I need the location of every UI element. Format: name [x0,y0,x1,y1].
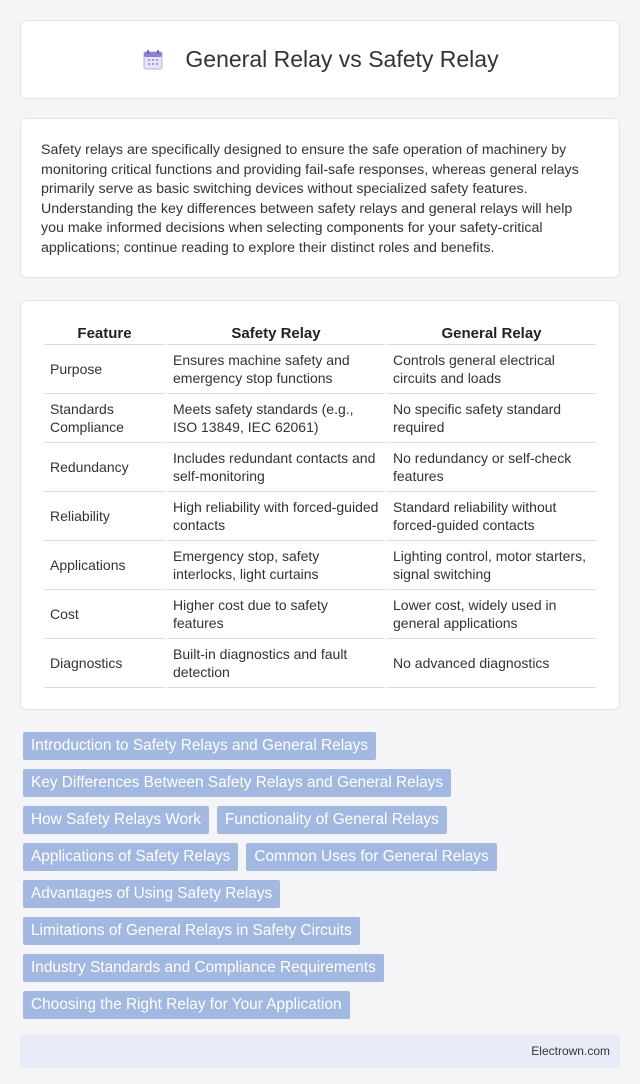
topic-links [20,732,580,1019]
title-card [20,20,620,99]
table-row [44,443,596,492]
table-row [44,345,596,394]
intro-card [20,118,620,278]
cell-general-relay: No advanced diagnostics [387,639,596,688]
cell-feature: Standards Compliance [44,394,165,443]
cell-general-relay: Lighting control, motor starters, signal switching [387,541,596,590]
cell-safety-relay: Built-in diagnostics and fault detection [167,639,385,688]
cell-safety-relay: Meets safety standards (e.g., ISO 13849, IEC 62061) [167,394,385,443]
footer [20,1034,620,1068]
link-intro-safety-general[interactable]: Introduction to Safety Relays and General Relays [23,732,376,760]
table-row [44,590,596,639]
link-key-differences[interactable]: Key Differences Between Safety Relays and General Relays [23,769,451,797]
link-applications-safety-relays[interactable]: Applications of Safety Relays [23,843,238,871]
cell-safety-relay: Ensures machine safety and emergency stop functions [167,345,385,394]
link-functionality-general-relays[interactable]: Functionality of General Relays [217,806,447,834]
table-row [44,541,596,590]
cell-general-relay: Standard reliability without forced-guided contacts [387,492,596,541]
table-row [44,639,596,688]
cell-feature: Applications [44,541,165,590]
header-feature: Feature [44,321,165,345]
comparison-table-card [20,300,620,710]
link-choosing-right-relay[interactable]: Choosing the Right Relay for Your Application [23,991,350,1019]
cell-feature: Reliability [44,492,165,541]
link-industry-standards[interactable]: Industry Standards and Compliance Requirements [23,954,384,982]
link-limitations-general-relays[interactable]: Limitations of General Relays in Safety Circuits [23,917,360,945]
cell-safety-relay: Higher cost due to safety features [167,590,385,639]
cell-feature: Purpose [44,345,165,394]
cell-general-relay: Controls general electrical circuits and loads [387,345,596,394]
header-safety-relay: Safety Relay [167,321,385,345]
header-general-relay: General Relay [387,321,596,345]
cell-general-relay: No specific safety standard required [387,394,596,443]
cell-feature: Cost [44,590,165,639]
comparison-table [42,321,598,688]
link-how-safety-relays-work[interactable]: How Safety Relays Work [23,806,209,834]
cell-feature: Redundancy [44,443,165,492]
cell-safety-relay: Includes redundant contacts and self-monitoring [167,443,385,492]
table-row [44,394,596,443]
calendar-icon [141,48,165,72]
cell-safety-relay: Emergency stop, safety interlocks, light curtains [167,541,385,590]
table-header-row [44,321,596,345]
link-common-uses-general-relays[interactable]: Common Uses for General Relays [246,843,496,871]
intro-text: Safety relays are specifically designed to ensure the safe operation of machinery by monitoring critical functions and providing fail-safe responses, whereas general relays primarily serve as basic switching devices without specialized safety features. Understanding the key differences between safety relays and general relays will help you make informed decisions when selecting components for your safety-critical applications; continue reading to explore their distinct roles and benefits. [41,142,579,256]
cell-general-relay: Lower cost, widely used in general applications [387,590,596,639]
page-title: General Relay vs Safety Relay [185,46,499,72]
cell-safety-relay: High reliability with forced-guided contacts [167,492,385,541]
cell-general-relay: No redundancy or self-check features [387,443,596,492]
cell-feature: Diagnostics [44,639,165,688]
table-row [44,492,596,541]
footer-source: Electrown.com [531,1044,610,1058]
link-advantages-safety-relays[interactable]: Advantages of Using Safety Relays [23,880,280,908]
